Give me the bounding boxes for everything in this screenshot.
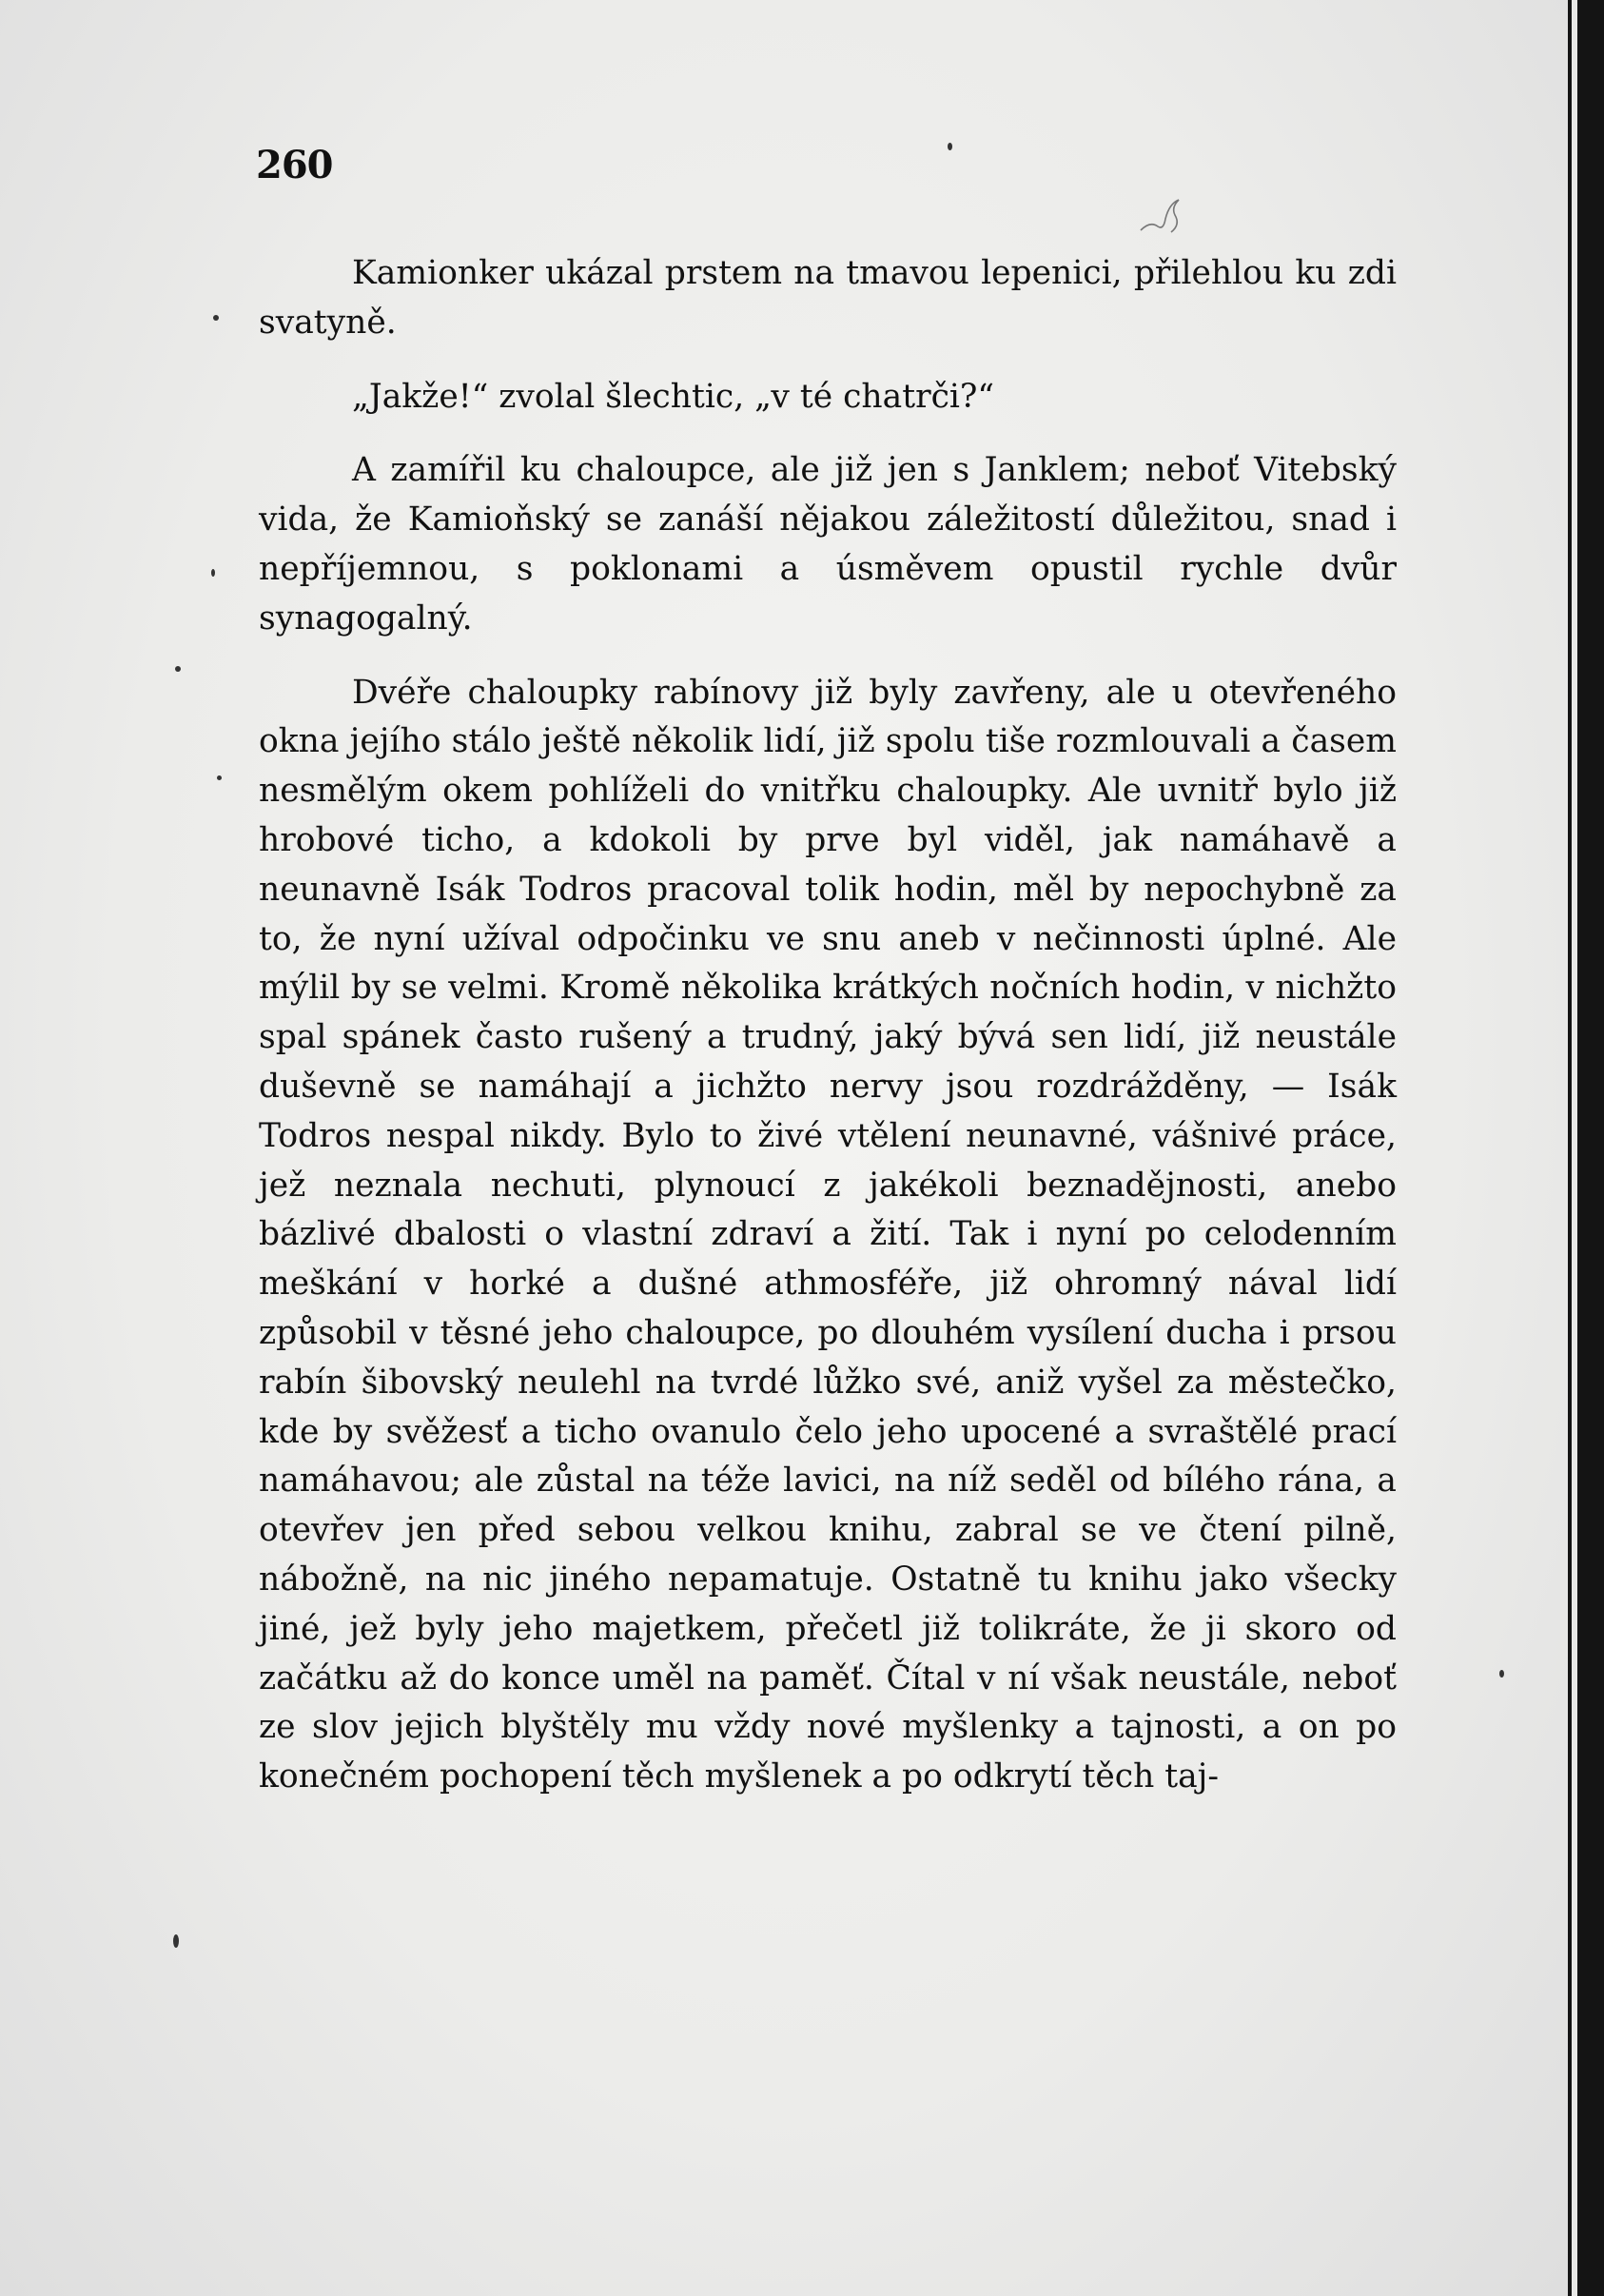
scan-speck (175, 666, 181, 672)
scan-speck (217, 775, 222, 780)
scan-speck (1499, 1670, 1504, 1678)
scan-speck (213, 315, 219, 321)
paragraph-2: „Jakže!“ zvolal šlechtic, „v té chatrči?“ (352, 377, 995, 416)
paragraph-4: Dvéře chaloupky rabínovy již byly zavřeny, ale u otevřeného okna jejího stálo ještě několik lidí, již spolu tiše rozmlouvali a časem nesmělým okem pohlíželi do vnitřku chaloupky. Ale uvnitř bylo již hrobové ticho, a kdokoli by prve byl viděl, jak namáhavě a neunavně Isák Todros pracoval tolik hodin, měl by nepochybně za to, že nyní užíval odpočinku ve snu aneb v nečinnosti úplné. Ale mýlil by se velmi. Kromě několika krátkých nočních hodin, v nichžto spal spánek často rušený a trudný, jaký bývá sen lidí, již neustále duševně se namáhají a jichžto nervy jsou rozdrážděny, — Isák Todros nespal nikdy. Bylo to živé vtělení neunavné, vášnivé práce, jež neznala nechuti, plynoucí z jakékoli beznadějnosti, anebo bázlivé dbalosti o vlastní zdraví a žití. Tak i nyní po celodenním meškání v horké a dušné athmosféře, již ohromný nával lidí způsobil v těsné jeho chaloupce, po dlouhém vysílení ducha i prsou rabín šibovský neulehl na tvrdé lůžko své, aniž vyšel za městečko, kde by svěžesť a ticho ovanulo čelo jeho upocené a svraštělé prací namáhavou; ale zůstal na téže lavici, na níž seděl od bílého rána, a otevřev jen před sebou velkou knihu, zabral se ve čtení pilně, nábožně, na nic jiného nepamatuje. Ostatně tu knihu jako všecky jiné, jež byly jeho majetkem, přečetl již tolikráte, že ji skoro od začátku až do konce uměl na paměť. Čítal v ní však neustále, neboť ze slov jejich blyštěly mu vždy nové myšlenky a tajnosti, a on po konečném pochopení těch myšlenek a po odkrytí těch taj- (259, 673, 1397, 1796)
page-edge (1572, 0, 1577, 2296)
paragraph-3: A zamířil ku chaloupce, ale již jen s Janklem; neboť Vitebský vida, že Kamioňský se zanáší nějakou záležitostí důležitou, snad i nepříjemnou, s poklonami a úsměvem opustil rychle dvůr synagogalný. (259, 451, 1397, 638)
scan-speck (173, 1934, 179, 1948)
body-text (259, 249, 1397, 1802)
paragraph-1: Kamionker ukázal prstem na tmavou lepenici, přilehlou ku zdi svatyně. (259, 254, 1397, 342)
scan-speck (211, 569, 215, 577)
pencil-mark-icon (1137, 190, 1194, 238)
scan-speck (948, 143, 952, 150)
page-number: 260 (256, 143, 333, 187)
